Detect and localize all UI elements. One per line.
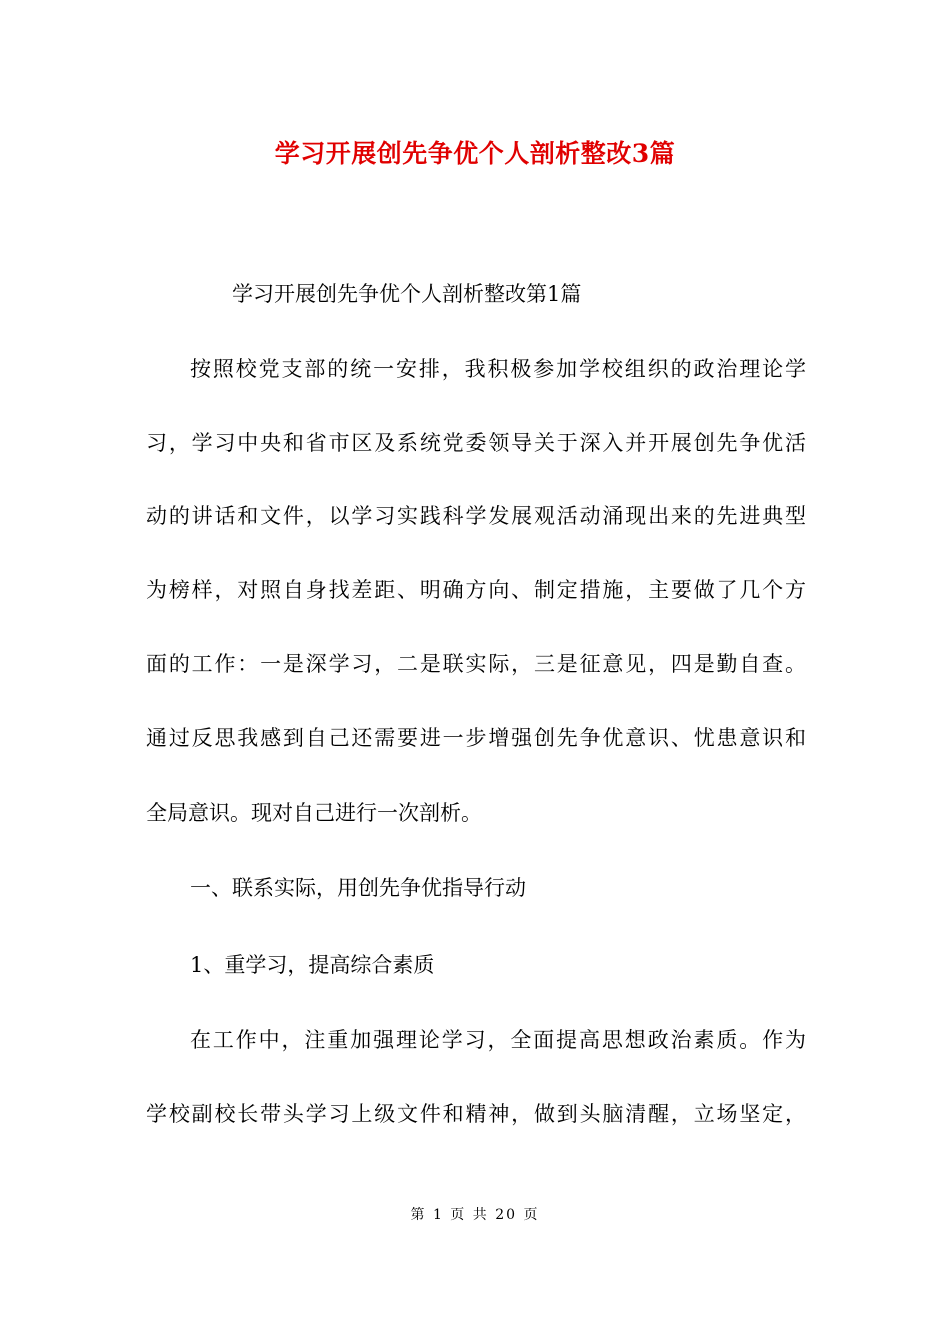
paragraph-line: 在工作中，注重加强理论学习，全面提高思想政治素质。作为: [190, 1028, 806, 1052]
paragraph-line: 学校副校长带头学习上级文件和精神，做到头脑清醒，立场坚定，: [146, 1102, 806, 1126]
paragraph-line: 按照校党支部的统一安排，我积极参加学校组织的政治理论学: [190, 357, 806, 381]
section-subtitle: 学习开展创先争优个人剖析整改第1篇: [232, 282, 582, 306]
paragraph-line: 全局意识。现对自己进行一次剖析。: [146, 801, 482, 825]
paragraph-line: 通过反思我感到自己还需要进一步增强创先争优意识、忧患意识和: [146, 726, 806, 750]
subsection-heading: 1、重学习，提高综合素质: [190, 953, 435, 977]
paragraph-line: 动的讲话和文件，以学习实践科学发展观活动涌现出来的先进典型: [146, 504, 806, 528]
document-title: 学习开展创先争优个人剖析整改3篇: [274, 139, 676, 168]
paragraph-line: 为榜样，对照自身找差距、明确方向、制定措施，主要做了几个方: [146, 578, 806, 602]
paragraph-line: 面的工作：一是深学习，二是联实际，三是征意见，四是勤自查。: [146, 652, 806, 676]
page-number: 第 1 页 共 20 页: [410, 1207, 540, 1223]
paragraph-line: 习，学习中央和省市区及系统党委领导关于深入并开展创先争优活: [146, 431, 806, 455]
section-heading: 一、联系实际，用创先争优指导行动: [190, 876, 526, 900]
